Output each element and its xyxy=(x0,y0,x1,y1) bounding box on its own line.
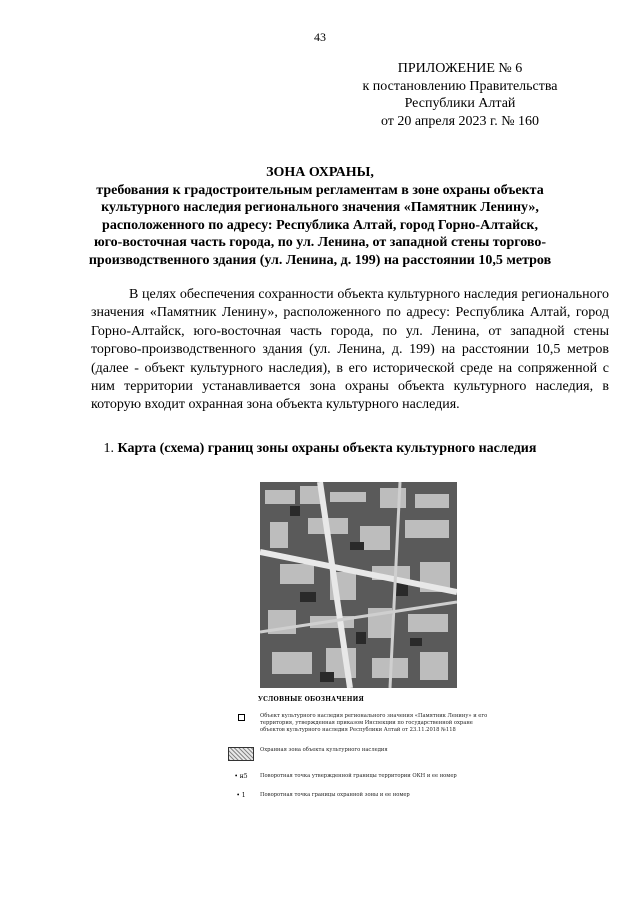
legend-text: Поворотная точка утвержденной границы территории ОКН и ее номер xyxy=(260,772,457,779)
section-heading xyxy=(0,441,640,457)
title-line: требования к градостроительным регламентам в зоне охраны объекта xyxy=(96,182,544,198)
legend-text: Поворотная точка границы охранной зоны и ее номер xyxy=(260,791,410,798)
body-paragraph: В целях обеспечения сохранности объекта культурного наследия регионального значения «Памятник Ленину», расположенного по адресу: Республика Алтай, город Горно-Алтайск, юго-восточная часть города, по ул. Ленина, от западной стены торгово-производственного здания (ул. Ленина, д. 199) на расстоянии 10,5 метров (далее - объект культурного наследия), в его исторической среде на сопряженной с ним территории устанавливается зона охраны объекта культурного наследия, в которую входит охранная зона объекта культурного наследия. xyxy=(91,287,609,413)
section-number: 1. xyxy=(103,441,115,456)
hatch-pattern-icon xyxy=(228,747,254,761)
legend-item xyxy=(228,747,488,761)
legend-item xyxy=(228,773,488,780)
point-marker-icon: • н5 xyxy=(234,772,248,780)
legend-item xyxy=(228,792,488,799)
appendix-title: ПРИЛОЖЕНИЕ № 6 xyxy=(397,61,523,76)
document-title xyxy=(80,164,560,269)
legend-text: Охранная зона объекта культурного наследия xyxy=(260,746,388,753)
open-square-icon xyxy=(228,713,254,721)
legend-text: Объект культурного наследия регионального значения «Памятник Ленину» и его территория, утвержденная приказом Инспекции по государственной охране объектов культурного наследия Республики Алтай от 23.11.2018 №118 xyxy=(260,713,488,734)
legend-title: УСЛОВНЫЕ ОБОЗНАЧЕНИЯ xyxy=(258,696,364,703)
map-image xyxy=(260,482,457,688)
title-line: юго-восточная часть города, по ул. Ленина, от западной стены торгово- xyxy=(93,235,547,250)
title-line: расположенного по адресу: Республика Алтай, город Горно-Алтайск, xyxy=(102,217,538,233)
page-number: 43 xyxy=(314,30,326,44)
appendix-date: от 20 апреля 2023 г. № 160 xyxy=(380,113,540,129)
appendix-header xyxy=(340,60,580,130)
title-line: культурного наследия регионального значения «Памятник Ленину», xyxy=(101,200,539,215)
legend-item xyxy=(228,713,488,735)
map-legend xyxy=(228,696,488,811)
appendix-line: Республики Алтай xyxy=(404,96,516,111)
point-marker-icon: • 1 xyxy=(236,791,246,799)
appendix-line: к постановлению Правительства xyxy=(362,78,558,94)
title-line: ЗОНА ОХРАНЫ, xyxy=(266,165,374,180)
title-line: производственного здания (ул. Ленина, д. 199) на расстоянии 10,5 метров xyxy=(88,252,552,268)
section-title: Карта (схема) границ зоны охраны объекта культурного наследия xyxy=(117,441,537,456)
